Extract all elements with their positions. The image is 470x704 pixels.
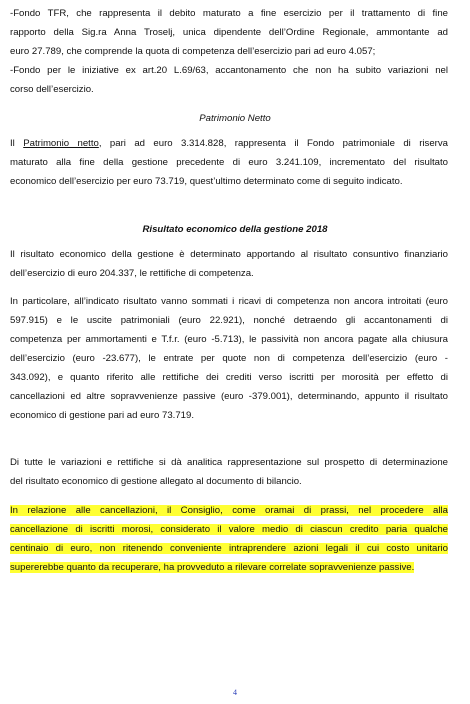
paragraph-cancellazioni-highlighted: [10, 501, 448, 577]
text-line: corso dell’esercizio.: [10, 84, 94, 95]
text-line: [10, 558, 448, 577]
text-line: [10, 134, 448, 153]
text-line: economico di gestione pari ad euro 73.719.: [10, 410, 195, 421]
text-line: rapporto della Sig.ra Anna Troselj, unica dipendente dell’Ordine Regionale, ammontante ad: [10, 27, 448, 38]
paragraph-fondo-tfr: [10, 4, 448, 61]
text-line: Di tutte le variazioni e rettifiche si dà analitica rappresentazione sul prospetto di determinazione: [10, 457, 448, 468]
text-line: economico dell’esercizio per euro 73.719, quest’ultimo determinato come di seguito indicato.: [10, 176, 403, 187]
paragraph-patrimonio-netto: [10, 134, 448, 191]
heading-patrimonio-netto: Patrimonio Netto: [199, 113, 271, 124]
heading-risultato-economico: Risultato economico della gestione 2018: [142, 224, 328, 235]
paragraph-variazioni: [10, 453, 448, 491]
text-line: 343.092), e quanto riferito alle rettifiche dei crediti verso iscritti per morosità per effetto di: [10, 372, 448, 383]
underlined-term: Patrimonio netto: [23, 138, 99, 149]
text-line: euro 27.789, che comprende la quota di competenza dell’esercizio pari ad euro 4.057;: [10, 46, 376, 57]
text-line: maturato alla fine della gestione precedente di euro 3.241.109, incrementato del risultato: [10, 157, 448, 168]
text-line: [10, 539, 448, 558]
paragraph-rettifiche: [10, 292, 448, 425]
highlighted-text: In relazione alle cancellazioni, il Consiglio, come oramai di prassi, nel procedere alla: [10, 505, 448, 516]
text-line: Il risultato economico della gestione è determinato apportando al risultato consuntivo finanziario: [10, 249, 448, 260]
text-prefix: Il: [10, 138, 24, 149]
paragraph-fondo-iniziative: [10, 61, 448, 99]
text-line: dell’esercizio (euro -23.677), le entrate per quote non di competenza dell’esercizio (euro -: [10, 353, 448, 364]
text-rest: , pari ad euro 3.314.828, rappresenta il Fondo patrimoniale di riserva: [98, 138, 448, 149]
page-number: 4: [233, 688, 237, 697]
text-line: [10, 520, 448, 539]
text-line: [10, 501, 448, 520]
highlighted-text: supererebbe quanto da recuperare, ha provveduto a rilevare correlate sopravvenienze passive.: [10, 562, 415, 573]
text-line: del risultato economico di gestione allegato al documento di bilancio.: [10, 476, 302, 487]
text-line: In particolare, all’indicato risultato vanno sommati i ricavi di competenza non ancora introitati (euro: [10, 296, 448, 307]
highlighted-text: cancellazione di iscritti morosi, considerato il valore medio di ciascun credito paria qualche: [10, 524, 448, 535]
text-line: competenza per ammortamenti e T.f.r. (euro -5.713), le passività non ancora pagate alla chiusura: [10, 334, 448, 345]
text-line: dell’esercizio di euro 204.337, le rettifiche di competenza.: [10, 268, 254, 279]
text-line: -Fondo per le iniziative ex art.20 L.69/63, accantonamento che non ha subito variazioni nel: [10, 65, 448, 76]
text-line: -Fondo TFR, che rappresenta il debito maturato a fine esercizio per il trattamento di fine: [10, 8, 448, 19]
text-line: 597.915) e le uscite patrimoniali (euro 22.921), nonché detraendo gli accantonamenti di: [10, 315, 448, 326]
highlighted-text: centinaio di euro, non ritenendo conveniente intraprendere azioni legali il cui costo unitario: [10, 543, 448, 554]
text-line: cancellazioni ed altre sopravvenienze passive (euro -379.001), determinando, appunto il risultato: [10, 391, 448, 402]
paragraph-risultato-intro: [10, 245, 448, 283]
